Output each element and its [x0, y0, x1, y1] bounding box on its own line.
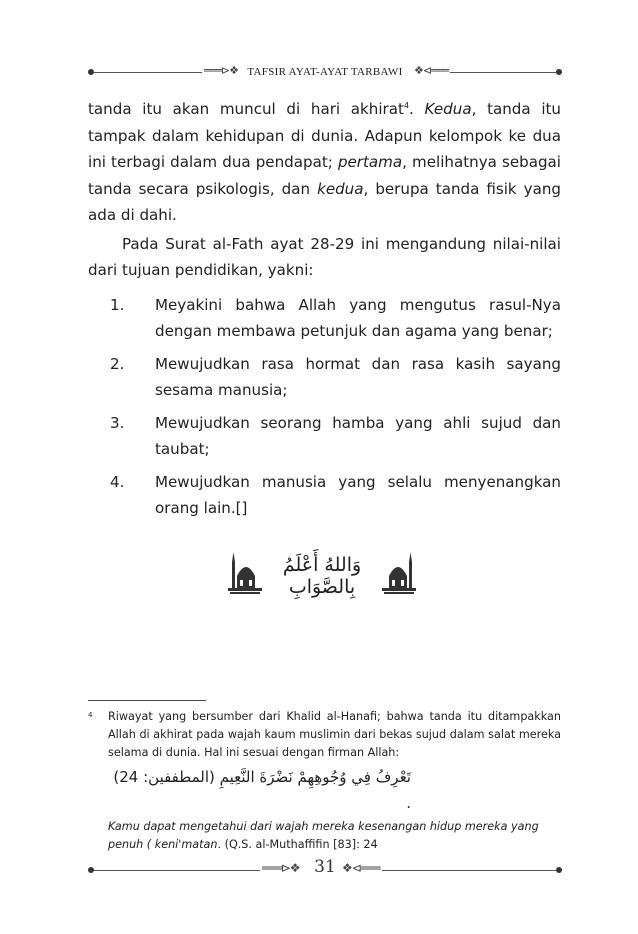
p1-text-2: . — [409, 100, 425, 118]
body-text — [88, 96, 561, 528]
p1-italic-kedua-2: kedua — [317, 179, 364, 198]
mosque-right-icon — [382, 544, 416, 596]
footnote-marker: 4 — [88, 711, 93, 719]
translation-italic: Kamu dapat mengetahui dari wajah mereka kesenangan hidup mereka yang penuh ( keni'matan — [108, 820, 539, 851]
mosque-left-icon — [228, 544, 262, 596]
header-left-ornament-icon: ═══⊳❖ — [204, 64, 238, 77]
list-item-text: Mewujudkan manusia yang selalu menyenangkan orang lain.[] — [155, 472, 561, 517]
footer-right-dot — [556, 867, 562, 873]
footer-left-ornament-icon: ═══⊳❖ — [262, 861, 300, 875]
footnote — [88, 708, 561, 854]
footnote-arabic-verse: تَعْرِفُ فِي وُجُوهِهِمْ نَضْرَةَ النَّعِيمِ (المطففين: 24) . — [113, 768, 411, 812]
list-item-text: Meyakini bahwa Allah yang mengutus rasul-Nya dengan membawa petunjuk dan agama yang benar; — [155, 295, 561, 340]
list-item-number: 2. — [110, 354, 125, 373]
header-right-rule — [450, 72, 556, 73]
footnote-translation — [108, 818, 561, 854]
page-footer — [88, 859, 562, 883]
footer-right-ornament-icon: ❖⊲═══ — [342, 861, 380, 875]
list-item-number: 1. — [110, 295, 125, 314]
list-item — [88, 469, 561, 522]
p1-text-4: , melihatnya sebagai tanda secara psikologis, dan — [88, 153, 561, 198]
running-header-title: TAFSIR AYAT-AYAT TARBAWI — [247, 66, 403, 78]
closing-ornament — [228, 540, 416, 600]
paragraph-2: Pada Surat al-Fath ayat 28-29 ini mengandung nilai-nilai dari tujuan pendidikan, yakni: — [88, 234, 561, 279]
page-number: 31 — [314, 857, 336, 877]
list-item-text: Mewujudkan rasa hormat dan rasa kasih sayang sesama manusia; — [155, 354, 561, 399]
list-item — [88, 351, 561, 404]
list-item-text: Mewujudkan seorang hamba yang ahli sujud dan taubat; — [155, 413, 561, 458]
p1-text-1: tanda itu akan muncul di hari akhirat — [88, 100, 404, 118]
header-right-dot — [556, 69, 562, 75]
p1-text-5: , berupa tanda fisik yang ada di dahi. — [88, 179, 561, 224]
p1-italic-kedua: Kedua — [424, 100, 472, 118]
footnote-text: Riwayat yang bersumber dari Khalid al-Hanafi; bahwa tanda itu ditampakkan Allah di akhirat pada wajah kaum muslimin dari bekas sujud dalam salat mereka selama di dunia. Hal ini sesuai dengan firman Allah: — [108, 710, 561, 759]
list-item-number: 3. — [110, 413, 125, 432]
p1-text-3: , tanda itu tampak dalam kehidupan di dunia. Adapun kelompok ke dua ini terbagi dalam dua pendapat; — [88, 100, 561, 171]
running-header — [88, 61, 562, 85]
footer-right-rule — [382, 870, 556, 871]
p1-italic-pertama: pertama — [337, 153, 403, 171]
paragraph-1 — [88, 96, 561, 229]
closing-arabic-phrase: وَاللهُ أَعْلَمُ بِالصَّوَابِ — [282, 554, 362, 598]
values-list — [88, 292, 561, 522]
footnote-separator — [88, 700, 206, 701]
list-item — [88, 410, 561, 463]
list-item-number: 4. — [110, 472, 125, 491]
header-right-ornament-icon: ❖⊲═══ — [414, 64, 448, 77]
translation-citation: . (Q.S. al-Muthaffifin [83]: 24 — [217, 838, 378, 851]
footnote-reference[interactable]: 4 — [403, 100, 410, 110]
list-item — [88, 292, 561, 345]
